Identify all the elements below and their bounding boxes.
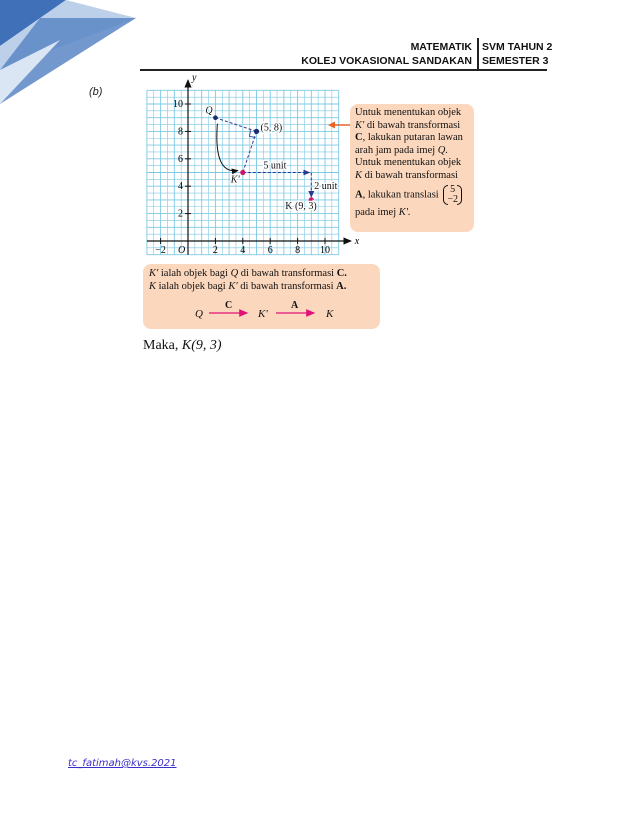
note-bottom-text: di bawah transformasi (240, 280, 334, 292)
label-kprime: K' (230, 174, 240, 186)
transformation-chain (149, 297, 374, 323)
note-right-q: Q. (437, 144, 449, 156)
note-right-line4 (355, 145, 469, 158)
x-tick-label: −2 (155, 245, 166, 256)
header-rule (140, 69, 547, 71)
note-right-line3 (355, 132, 469, 145)
note-bottom (143, 264, 380, 329)
note-right-text: arah jam pada imej (355, 144, 436, 156)
y-tick-label: 10 (173, 99, 183, 110)
point-q (213, 115, 218, 120)
translation-vector (443, 185, 462, 205)
y-tick-label: 8 (178, 126, 183, 138)
x-tick-label: 6 (267, 245, 273, 256)
note-right-text: pada imej (355, 206, 397, 218)
coordinate-graph (140, 72, 360, 262)
chain-kprime: K' (258, 308, 268, 320)
point-center (254, 129, 259, 134)
note-bottom-c: C. (336, 268, 347, 279)
note-bottom-a: A. (336, 280, 347, 292)
origin-label: O (178, 245, 186, 256)
header-divider (477, 38, 479, 71)
footer-email: tc_fatimah@kvs.2021 (68, 758, 177, 769)
note-bottom-k: K (149, 280, 157, 292)
note-right-a: A (355, 188, 363, 200)
y-tick-label: 2 (178, 208, 183, 220)
label-center: (5, 8) (260, 122, 283, 134)
chain-a: A (291, 300, 299, 311)
chain-q: Q (195, 308, 203, 320)
header-right (482, 40, 552, 68)
part-label: (b) (89, 86, 103, 98)
label-q: Q (205, 105, 213, 117)
header-program: SVM TAHUN 2 (482, 41, 553, 53)
note-right (350, 104, 474, 232)
note-right-kprime: K' (355, 119, 365, 131)
point-kprime (240, 170, 245, 175)
pointer-arrow-icon (326, 119, 352, 131)
x-axis-label: x (354, 236, 360, 247)
note-right-kprime: K'. (398, 206, 411, 218)
rotation-arc (217, 124, 238, 171)
conclusion-prefix: Maka, (143, 338, 179, 353)
header-college: KOLEJ VOKASIONAL SANDAKAN (301, 55, 472, 67)
note-right-line7 (355, 185, 469, 205)
note-right-line6 (355, 170, 469, 183)
x-tick-label: 8 (295, 245, 301, 256)
note-right-line8 (355, 207, 469, 220)
header-left (301, 40, 472, 68)
note-bottom-line1 (149, 268, 374, 281)
x-tick-label: 4 (240, 245, 246, 256)
note-bottom-text: ialah objek bagi (160, 268, 228, 279)
note-bottom-text: ialah objek bagi (158, 280, 226, 292)
y-axis-label: y (192, 72, 197, 84)
note-right-line5: Untuk menentukan objek (355, 157, 462, 169)
conclusion-value: K(9, 3) (181, 338, 222, 353)
vector-top: 5 (450, 183, 456, 195)
note-right-c: C (355, 132, 363, 144)
note-right-k: K (355, 169, 363, 181)
y-tick-label: 4 (178, 181, 183, 193)
axes (147, 72, 363, 256)
corner-decoration (0, 0, 150, 110)
conclusion (143, 338, 222, 354)
note-bottom-text: di bawah transformasi (240, 268, 335, 279)
note-bottom-kprime: K' (149, 268, 159, 279)
header-subject: MATEMATIK (410, 41, 472, 53)
x-tick-label: 10 (320, 245, 330, 256)
x-tick-label: 2 (212, 245, 218, 256)
note-right-text: , lakukan translasi (362, 188, 439, 200)
note-right-text: , lakukan putaran lawan (362, 132, 463, 144)
note-bottom-q: Q (230, 268, 239, 279)
note-right-line2 (355, 120, 469, 133)
vector-bottom: −2 (447, 193, 458, 205)
label-k: K (9, 3) (285, 200, 317, 212)
note-bottom-line2 (149, 281, 374, 294)
note-right-text: di bawah transformasi (366, 119, 461, 131)
header-semester: SEMESTER 3 (482, 55, 549, 67)
y-tick-label: 6 (178, 153, 183, 165)
note-right-text: di bawah transformasi (364, 169, 458, 181)
chain-c: C (225, 300, 233, 311)
note-right-line1: Untuk menentukan objek (355, 107, 462, 118)
note-bottom-kprime: K' (228, 280, 238, 292)
label-vertical-shift: 2 unit (314, 181, 338, 193)
chain-k: K (326, 308, 334, 320)
label-horizontal-shift: 5 unit (263, 160, 287, 172)
